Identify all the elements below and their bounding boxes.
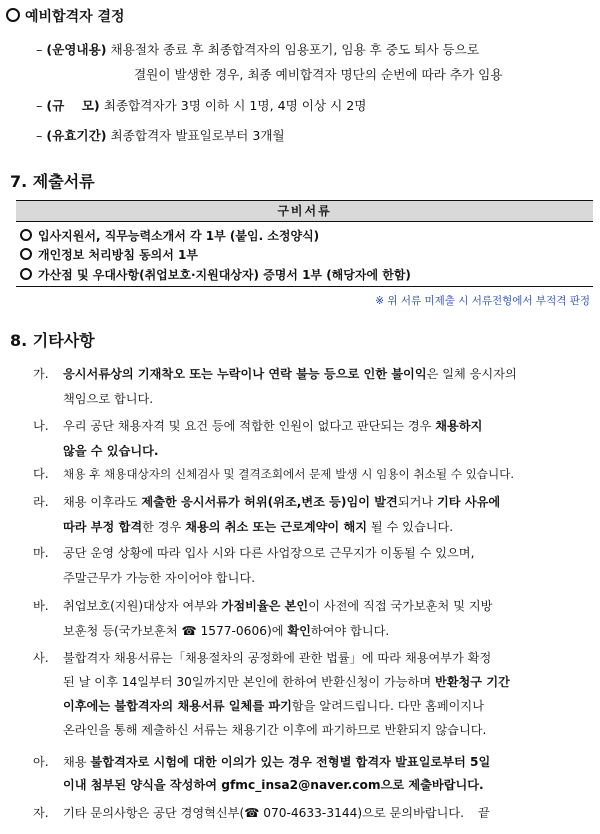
reserve-row-validity: – (유효기간) 최종합격자 발표일로부터 3개월 [36, 128, 285, 143]
etc-item-ja: 자. 기타 문의사항은 공단 경영혁신부(☎ 070-4633-3144)으로 문의바랍니다. 끝 [33, 806, 490, 820]
documents-table-header: 구비서류 [16, 201, 593, 222]
reserve-row-scale: – (규 모) 최종합격자가 3명 이하 시 1명, 4명 이상 시 2명 [36, 98, 367, 113]
etc-item-ra: 라. 채용 이후라도 제출한 응시서류가 허위(위조,변조 등)임이 발견되거나 기타 사유에 따라 부정 합격한 경우 채용의 취소 또는 근로계약이 해지 될 수 있습니다. [33, 495, 501, 534]
reserve-title: 예비합격자 결정 [25, 9, 125, 25]
end-mark: 끝 [478, 806, 490, 820]
etc-item-na: 나. 우리 공단 채용자격 및 요건 등에 적합한 인원이 없다고 판단되는 경우 채용하지 않을 수 있습니다. [33, 419, 483, 458]
documents-row: 입사지원서, 직무능력소개서 각 1부 (붙임. 소정양식) [20, 227, 319, 244]
documents-row: 가산점 및 우대사항(취업보호·지원대상자) 증명서 1부 (해당자에 한함) [20, 266, 411, 283]
etc-item-ba: 바. 취업보호(지원)대상자 여부와 가점비율은 본인이 사전에 직접 국가보훈처 및 지방 보훈청 등(국가보훈처 ☎ 1577-0606)에 확인하여야 합니다. [33, 599, 493, 638]
documents-row: 개인정보 처리방침 동의서 1부 [20, 246, 198, 263]
etc-item-a: 아. 채용 불합격자로 시험에 대한 이의가 있는 경우 전형별 합격자 발표일로부터 5일 이내 첨부된 양식을 작성하여 gfmc_insa2@naver.com으로 제출바랍니다. [33, 755, 491, 792]
circle-bullet-icon [20, 248, 32, 260]
etc-item-sa: 사. 불합격자 채용서류는「채용절차의 공정화에 관한 법률」에 따라 채용여부가 확정 된 날 이후 14일부터 30일까지만 본인에 한하여 반환신청이 가능하며 반환청구 기간 이후에는 불합격자의 채용서류 일체를 파기함을 알려드립니다. 다만 홈페이지나 온라인을 통해 제출하신 서류는 채용기간 이후에 파기하므로 반환되지 않습니다. [33, 651, 510, 737]
section-8-title: 8. 기타사항 [10, 331, 95, 350]
etc-item-ga: 가. 응시서류상의 기재착오 또는 누락이나 연락 불능 등으로 인한 불이익은 일체 응시자의 책임으로 합니다. [33, 367, 517, 406]
reserve-heading [6, 6, 125, 26]
etc-item-da: 다. 채용 후 채용대상자의 신체검사 및 결격조회에서 문제 발생 시 임용이 취소될 수 있습니다. [33, 467, 515, 481]
circle-bullet-icon [20, 268, 32, 280]
documents-note: ※ 위 서류 미제출 시 서류전형에서 부적격 판정 [375, 295, 590, 307]
reserve-row-operation-cont: 결원이 발생한 경우, 최종 예비합격자 명단의 순번에 따라 추가 임용 [134, 67, 503, 82]
etc-item-ma: 마. 공단 운영 상황에 따라 입사 시와 다른 사업장으로 근무지가 이동될 수 있으며, 주말근무가 가능한 자이어야 합니다. [33, 546, 475, 585]
circle-bullet-icon [20, 229, 32, 241]
section-7-title: 7. 제출서류 [10, 172, 95, 191]
reserve-row-operation: – (운영내용) 채용절차 종료 후 최종합격자의 임용포기, 임용 후 중도 퇴사 등으로 [36, 42, 480, 57]
circle-bullet-icon [6, 8, 20, 22]
documents-table [16, 200, 593, 287]
